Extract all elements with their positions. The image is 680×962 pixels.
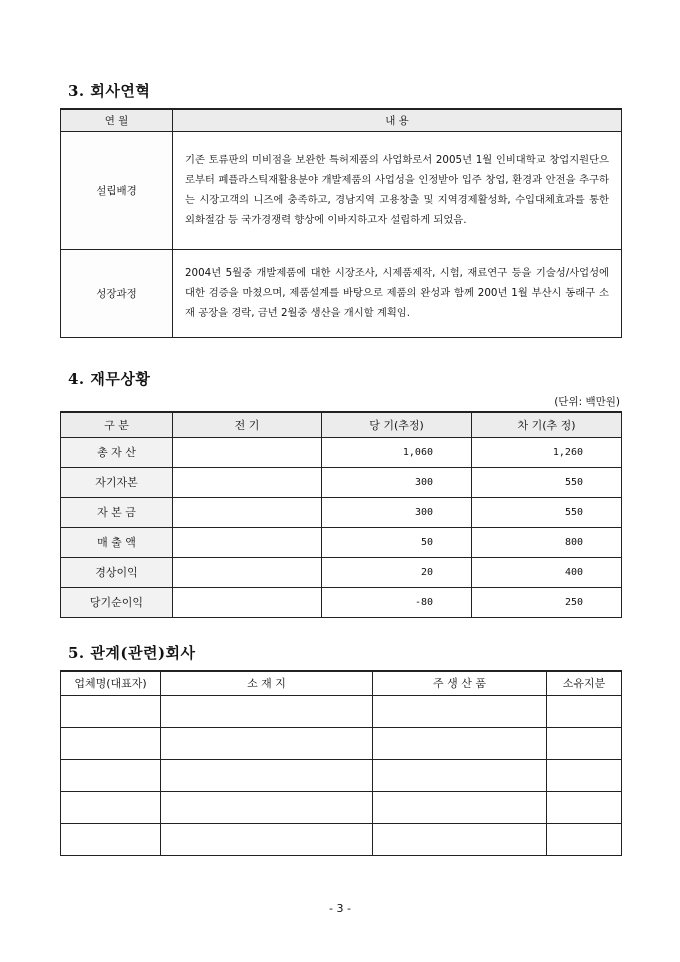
finance-next-value: 550 [472,497,622,527]
finance-prev-value [173,557,322,587]
finance-prev-value [173,527,322,557]
finance-next-value: 1,260 [472,437,622,467]
finance-current-value: 20 [322,557,472,587]
finance-current-value: 300 [322,467,472,497]
table-row [61,791,622,823]
table-cell [161,727,373,759]
table-cell [61,823,161,855]
history-text-background: 기존 토류판의 미비점을 보완한 특허제품의 사업화로서 2005년 1월 인비대학교 창업지원단으로부터 폐플라스틱재활용분야 개발제품의 사업성을 인정받아 입주 창업, 환경과 안전을 추구하는 시장고객의 니즈에 충족하고, 경남지역 고용창출 및 지역경제활성화, 수입대체효과를 통한 외화절감 등 국가경쟁력 향상에 이바지하고자 설립하게 되었음. [173,131,622,249]
finance-current-value: -80 [322,587,472,617]
finance-header-current: 당 기(추정) [322,412,472,437]
table-row [61,727,622,759]
table-row [61,497,622,527]
section-3-title: 3. 회사연혁 [68,82,151,100]
table-row [61,695,622,727]
history-label-background: 설립배경 [61,131,173,249]
affiliates-table [60,670,622,856]
table-cell [547,695,622,727]
table-row [61,587,622,617]
finance-prev-value [173,437,322,467]
history-header-period: 연 월 [61,109,173,131]
affiliates-header-location: 소 재 지 [161,671,373,695]
finance-next-value: 550 [472,467,622,497]
table-cell [161,791,373,823]
table-cell [547,759,622,791]
finance-header-category: 구 분 [61,412,173,437]
affiliates-header-share: 소유지분 [547,671,622,695]
section-4-title: 4. 재무상황 [68,370,151,388]
finance-header-next: 차 기(추 정) [472,412,622,437]
table-row [61,437,622,467]
finance-row-label: 당기순이익 [61,587,173,617]
finance-next-value: 400 [472,557,622,587]
table-row [61,467,622,497]
history-text-growth: 2004년 5월중 개발제품에 대한 시장조사, 시제품제작, 시험, 재료연구 등을 기술성/사업성에 대한 검증을 마쳤으며, 제품설계를 바탕으로 제품의 완성과 함께 200년 1월 부산시 동래구 소재 공장을 경락, 금년 2월중 생산을 개시할 계획임. [173,249,622,337]
table-cell [61,695,161,727]
affiliates-header-company: 업체명(대표자) [61,671,161,695]
table-cell [61,791,161,823]
history-table [60,108,622,338]
table-row [61,557,622,587]
finance-next-value: 250 [472,587,622,617]
finance-table [60,411,622,618]
table-cell [373,695,547,727]
finance-prev-value [173,467,322,497]
table-cell [161,759,373,791]
history-label-growth: 성장과정 [61,249,173,337]
table-row [61,823,622,855]
finance-row-label: 총 자 산 [61,437,173,467]
table-cell [161,823,373,855]
unit-label: (단위: 백만원) [554,396,620,408]
history-header-content: 내 용 [173,109,622,131]
table-cell [373,727,547,759]
finance-prev-value [173,587,322,617]
table-cell [547,791,622,823]
table-row [61,527,622,557]
finance-row-label: 경상이익 [61,557,173,587]
table-cell [161,695,373,727]
finance-current-value: 1,060 [322,437,472,467]
table-cell [373,791,547,823]
affiliates-header-products: 주 생 산 품 [373,671,547,695]
page-number: - 3 - [329,902,351,915]
finance-header-prev: 전 기 [173,412,322,437]
table-cell [61,759,161,791]
table-cell [373,823,547,855]
finance-prev-value [173,497,322,527]
finance-row-label: 매 출 액 [61,527,173,557]
table-cell [547,727,622,759]
section-5-title: 5. 관계(관련)회사 [68,644,196,662]
finance-row-label: 자 본 금 [61,497,173,527]
table-row [61,759,622,791]
table-cell [373,759,547,791]
table-cell [547,823,622,855]
finance-next-value: 800 [472,527,622,557]
finance-row-label: 자기자본 [61,467,173,497]
finance-current-value: 50 [322,527,472,557]
table-cell [61,727,161,759]
finance-current-value: 300 [322,497,472,527]
